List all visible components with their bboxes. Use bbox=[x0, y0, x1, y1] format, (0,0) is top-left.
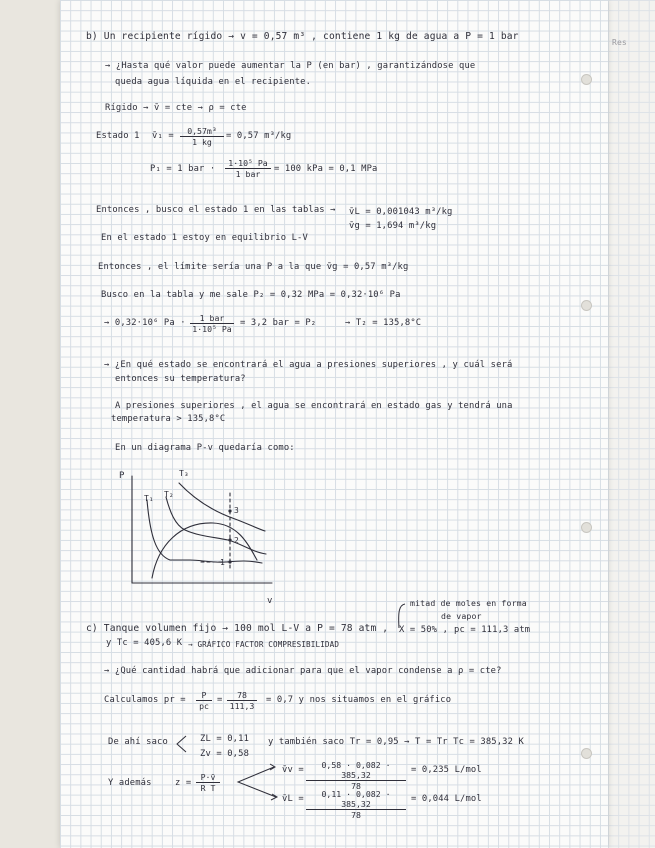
conversion-lhs: → 0,32·10⁶ Pa · bbox=[104, 318, 186, 328]
table-lookup-2: Busco en la tabla y me sale P₂ = 0,32 MPa = 0,32·10⁶ Pa bbox=[101, 290, 401, 300]
vl-denominator: 78 bbox=[351, 810, 361, 820]
pr-result: = 0,7 y nos situamos en el gráfico bbox=[266, 695, 452, 705]
p1-denominator: 1 bar bbox=[235, 169, 261, 179]
point-3-label: 3 bbox=[234, 506, 239, 515]
point-1-label: 1 bbox=[220, 558, 225, 567]
pr-fraction-2 bbox=[227, 690, 257, 711]
zv-value: Zv = 0,58 bbox=[200, 749, 250, 759]
section-c-title: c) Tanque volumen fijo → 100 mol L-V a P = 78 atm , bbox=[86, 623, 389, 634]
vl-result: = 0,044 L/mol bbox=[411, 794, 482, 804]
p1-result: = 100 kPa = 0,1 MPa bbox=[274, 164, 378, 174]
t2-result: → T₂ = 135,8°C bbox=[345, 318, 422, 328]
conversion-denominator: 1·10⁵ Pa bbox=[192, 324, 232, 334]
vapor-fraction: X = 50% , bbox=[399, 625, 449, 635]
z-numerator: P·v̄ bbox=[196, 772, 220, 783]
vl-lhs: v̄L = bbox=[282, 794, 304, 804]
pr-numerator-1: P bbox=[196, 690, 212, 701]
binder-hole bbox=[581, 300, 592, 311]
pr-equals: = bbox=[217, 695, 223, 705]
note-line-1: mitad de moles en forma bbox=[410, 598, 527, 608]
v1-lhs: v̄₁ = bbox=[152, 131, 174, 141]
diagram-intro: En un diagrama P-v quedaría como: bbox=[115, 443, 295, 453]
v1-result: = 0,57 m³/kg bbox=[226, 131, 292, 141]
binder-hole bbox=[581, 74, 592, 85]
axis-p-label: P bbox=[119, 471, 125, 481]
section-b-title: b) Un recipiente rígido → v = 0,57 m³ , contiene 1 kg de agua a P = 1 bar bbox=[86, 31, 519, 42]
limit-note: Entonces , el límite sería una P a la que v̄g = 0,57 m³/kg bbox=[98, 262, 409, 272]
pr-numerator-2: 78 bbox=[227, 690, 257, 701]
zl-value: ZL = 0,11 bbox=[200, 734, 250, 744]
z-fraction bbox=[196, 772, 220, 793]
pr-denominator-2: 111,3 bbox=[229, 701, 255, 711]
next-page-edge bbox=[608, 0, 655, 848]
furthermore-label: Y además bbox=[108, 778, 152, 788]
v1-numerator: 0,57m³ bbox=[180, 126, 224, 137]
compressibility-chart-note: → GRÁFICO FACTOR COMPRESIBILIDAD bbox=[188, 640, 340, 649]
pr-denominator-1: pc bbox=[199, 701, 209, 711]
v1-denominator: 1 kg bbox=[192, 137, 212, 147]
next-page-text: Res bbox=[612, 38, 627, 47]
table-lookup-1: Entonces , busco el estado 1 en las tablas → bbox=[96, 205, 336, 215]
rigid-statement: Rígido → v̄ = cte → ρ = cte bbox=[105, 103, 247, 113]
point-2-label: 2 bbox=[234, 536, 239, 545]
vl-fraction bbox=[306, 789, 406, 820]
question-2-line-2: entonces su temperatura? bbox=[115, 374, 246, 384]
binder-hole bbox=[581, 748, 592, 759]
vv-fraction bbox=[306, 760, 406, 791]
vv-numerator: 0,58 · 0,082 · 385,32 bbox=[306, 760, 406, 781]
vl-numerator: 0,11 · 0,082 · 385,32 bbox=[306, 789, 406, 810]
t3-label: T₃ bbox=[179, 469, 189, 478]
critical-pressure: pc = 111,3 atm bbox=[454, 625, 531, 635]
tr-and-temperature: y también saco Tr = 0,95 → T = Tr Tc = 385,32 K bbox=[268, 737, 524, 747]
z-denominator: R T bbox=[200, 783, 216, 793]
note-line-2: de vapor bbox=[441, 611, 482, 621]
answer-2-line-1: A presiones superiores , el agua se encontrará en estado gas y tendrá una bbox=[115, 401, 513, 411]
pr-lhs: Calculamos pr = bbox=[104, 695, 186, 705]
from-chart-label: De ahí saco bbox=[108, 737, 168, 747]
p1-lhs: P₁ = 1 bar · bbox=[150, 164, 216, 174]
conversion-numerator: 1 bar bbox=[190, 313, 234, 324]
binder-hole bbox=[581, 522, 592, 533]
conversion-fraction bbox=[190, 313, 234, 334]
t2-label: T₂ bbox=[164, 490, 174, 499]
vl-value: v̄L = 0,001043 m³/kg bbox=[349, 207, 453, 217]
question-c: → ¿Qué cantidad habrá que adicionar para que el vapor condense a ρ = cte? bbox=[104, 666, 502, 676]
v1-fraction bbox=[180, 126, 224, 147]
p1-numerator: 1·10⁵ Pa bbox=[225, 158, 271, 169]
equilibrium-note: En el estado 1 estoy en equilibrio L-V bbox=[101, 233, 308, 243]
question-1-line-1: → ¿Hasta qué valor puede aumentar la P (en bar) , garantizándose que bbox=[105, 61, 476, 71]
pr-fraction-1 bbox=[196, 690, 212, 711]
axis-v-label: v bbox=[267, 596, 273, 606]
z-lhs: z = bbox=[175, 778, 192, 788]
answer-2-line-2: temperatura > 135,8°C bbox=[111, 414, 226, 424]
vv-denominator: 78 bbox=[351, 781, 361, 791]
vv-result: = 0,235 L/mol bbox=[411, 765, 482, 775]
vg-value: v̄g = 1,694 m³/kg bbox=[349, 221, 437, 231]
question-1-line-2: queda agua líquida en el recipiente. bbox=[115, 77, 312, 87]
critical-temperature: y Tc = 405,6 K bbox=[106, 638, 183, 648]
state-1-label: Estado 1 bbox=[96, 131, 140, 141]
conversion-result: = 3,2 bar = P₂ bbox=[240, 318, 317, 328]
p1-fraction bbox=[225, 158, 271, 179]
question-2-line-1: → ¿En qué estado se encontrará el agua a presiones superiores , y cuál será bbox=[104, 360, 513, 370]
vv-lhs: v̄v = bbox=[282, 765, 304, 775]
t1-label: T₁ bbox=[144, 494, 154, 503]
